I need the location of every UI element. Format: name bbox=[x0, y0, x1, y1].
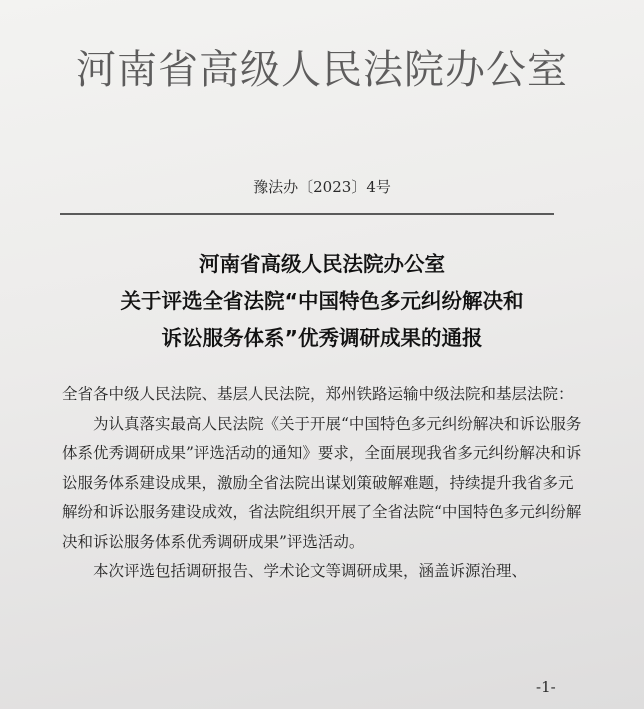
document-title bbox=[0, 246, 644, 357]
title-line-1: 河南省高级人民法院办公室 bbox=[199, 252, 445, 276]
title-line-2: 关于评选全省法院“中国特色多元纠纷解决和 bbox=[120, 289, 524, 313]
header-divider bbox=[60, 213, 554, 215]
document-number: 豫法办〔2023〕4号 bbox=[253, 178, 391, 196]
document-body bbox=[62, 380, 582, 587]
addressee: 全省各中级人民法院、基层人民法院，郑州铁路运输中级法院和基层法院： bbox=[62, 385, 574, 403]
body-paragraph-1: 为认真落实最高人民法院《关于开展“中国特色多元纠纷解决和诉讼服务体系优秀调研成果”评选活动的通知》要求，全面展现我省多元纠纷解决和诉讼服务体系建设成果，激励全省法院出谋划策破解难题，持续提升我省多元解纷和诉讼服务建设成效，省法院组织开展了全省法院“中国特色多元纠纷解决和诉讼服务体系优秀调研成果”评选活动。 bbox=[62, 414, 582, 551]
issuer-header: 河南省高级人民法院办公室 bbox=[76, 47, 568, 93]
body-paragraph-2: 本次评选包括调研报告、学术论文等调研成果，涵盖诉源治理、 bbox=[93, 562, 528, 580]
title-line-3: 诉讼服务体系”优秀调研成果的通报 bbox=[161, 326, 483, 350]
page-number: -1- bbox=[536, 678, 556, 696]
